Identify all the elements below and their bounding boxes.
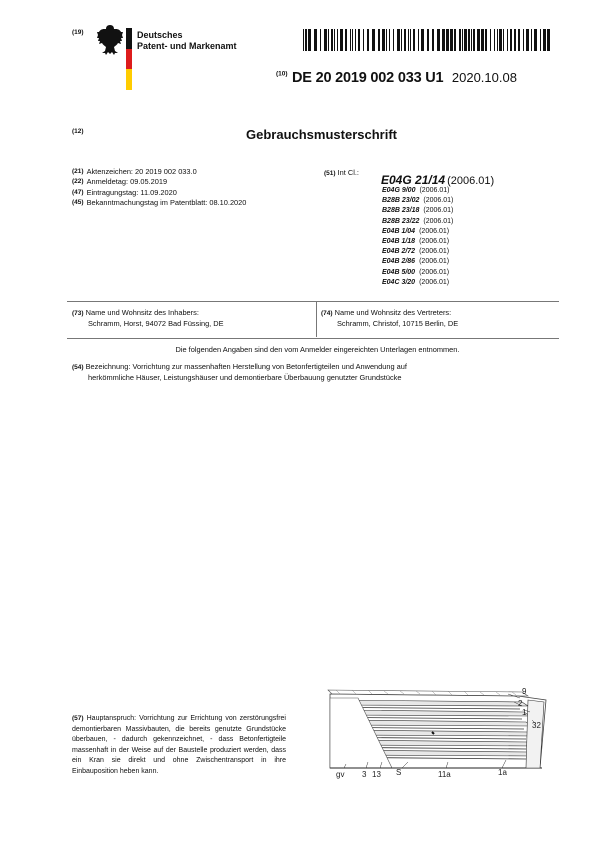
document-number: DE 20 2019 002 033 U1 — [292, 70, 444, 86]
barcode-bar — [523, 29, 524, 51]
drawing-label-13: 13 — [372, 770, 381, 779]
barcode-bar — [386, 29, 387, 51]
barcode-bar — [540, 29, 541, 51]
barcode-bar — [378, 29, 380, 51]
barcode-bar — [305, 29, 307, 51]
field-10: (10) — [276, 70, 288, 78]
barcode-bar — [355, 29, 356, 51]
document-type-title: Gebrauchsmusterschrift — [246, 127, 397, 142]
classification-row: E04B 5/00 (2006.01) — [382, 268, 450, 276]
barcode-bar — [481, 29, 484, 51]
barcode-bar — [497, 29, 498, 51]
publication-date: 2020.10.08 — [451, 70, 517, 85]
biblio-row: (47) Eintragungstag: 11.09.2020 — [72, 187, 177, 197]
office-name: Deutsches Patent- und Markenamt — [137, 30, 237, 51]
barcode-bar — [363, 29, 364, 51]
barcode-bar — [314, 29, 317, 51]
barcode-bar — [358, 29, 360, 51]
barcode-bar — [350, 29, 351, 51]
barcode-bar — [404, 29, 406, 51]
drawing-label-1: 1 — [522, 708, 527, 717]
barcode-bar — [514, 29, 516, 51]
classification-row: E04B 2/86 (2006.01) — [382, 258, 450, 266]
barcode-bar — [459, 29, 461, 51]
barcode-bar — [397, 29, 400, 51]
drawing-label-s: S — [396, 768, 402, 777]
barcode-bar — [389, 29, 390, 51]
barcode-bar — [413, 29, 415, 51]
barcode-bar — [372, 29, 375, 51]
abstract-main-claim: (57) Hauptanspruch: Vorrichtung zur Errichtung von zerstörungsfrei demontierbaren Massivbauten, die bereits genutzte Grundstücke überbauen, - dadurch gekennzeichnet, - dass Betonfertigteile massenhaft in der Weise auf der Baustelle produziert werden, dass ein Kran sie direkt und ohne Zwischentransport in ihre Einbauposition heben kann. — [72, 715, 286, 775]
barcode — [303, 29, 551, 51]
barcode-bar — [408, 29, 409, 51]
barcode-bar — [337, 29, 338, 51]
barcode-bar — [510, 29, 512, 51]
barcode-bar — [473, 29, 475, 51]
drawing-label-gv: gv — [336, 770, 345, 779]
designation: (54) Bezeichnung: Vorrichtung zur massenhaften Herstellung von Betonfertigteilen und Anwendung auf herkömmliche Häuser, Leistungshäuser und demontierbare Überbauung genutzter Grundstücke — [72, 362, 407, 383]
representative-value: Schramm, Christof, 10715 Berlin, DE — [337, 319, 459, 329]
barcode-bar — [328, 29, 329, 51]
drawing-label-32: 32 — [532, 721, 541, 730]
document-number-line — [276, 69, 517, 87]
barcode-bar — [485, 29, 487, 51]
barcode-bar — [340, 29, 343, 51]
barcode-bar — [518, 29, 520, 51]
barcode-bar — [437, 29, 440, 51]
barcode-bar — [531, 29, 532, 51]
barcode-bar — [468, 29, 470, 51]
classification-row: E04G 9/00 (2006.01) — [382, 187, 450, 194]
barcode-bar — [334, 29, 335, 51]
barcode-bar — [393, 29, 394, 51]
barcode-bar — [442, 29, 445, 51]
main-classification: E04G 21/14 (2006.01) — [381, 173, 495, 187]
field-12: (12) — [72, 128, 84, 135]
barcode-bar — [418, 29, 419, 51]
barcode-bar — [382, 29, 385, 51]
barcode-bar — [303, 29, 304, 51]
classification-row: E04B 1/18 (2006.01) — [382, 238, 450, 246]
classification-row: B28B 23/02 (2006.01) — [382, 197, 454, 205]
classification-row: E04B 1/04 (2006.01) — [382, 227, 450, 235]
barcode-bar — [410, 29, 411, 51]
biblio-row: (45) Bekanntmachungstag im Patentblatt: 08.10.2020 — [72, 198, 247, 208]
barcode-bar — [499, 29, 502, 51]
barcode-bar — [454, 29, 456, 51]
field-19: (19) — [72, 29, 84, 36]
barcode-bar — [507, 29, 508, 51]
federal-eagle-icon — [96, 23, 124, 59]
drawing-label-1a: 1a — [498, 768, 507, 777]
barcode-bar — [320, 29, 321, 51]
classification-list — [382, 186, 453, 288]
drawing-label-2: 2 — [518, 699, 523, 708]
barcode-bar — [427, 29, 429, 51]
barcode-bar — [477, 29, 480, 51]
german-flag-stripe — [126, 28, 132, 90]
barcode-bar — [494, 29, 495, 51]
classification-row: B28B 23/22 (2006.01) — [382, 217, 454, 225]
barcode-bar — [526, 29, 529, 51]
drawing-label-9: 9 — [522, 687, 527, 696]
barcode-bar — [401, 29, 402, 51]
barcode-bar — [503, 29, 504, 51]
barcode-bar — [450, 29, 453, 51]
classification-row: E04C 3/20 (2006.01) — [382, 278, 450, 286]
barcode-bar — [432, 29, 434, 51]
applicant-notice: Die folgenden Angaben sind den vom Anmelder eingereichten Unterlagen entnommen. — [175, 345, 460, 354]
technical-drawing — [322, 684, 552, 780]
barcode-bar — [464, 29, 467, 51]
barcode-bar — [331, 29, 333, 51]
biblio-row: (21) Aktenzeichen: 20 2019 002 033.0 — [72, 167, 197, 176]
barcode-bar — [367, 29, 369, 51]
party-divider — [316, 301, 317, 337]
barcode-bar — [462, 29, 463, 51]
barcode-bar — [471, 29, 472, 51]
owner-value: Schramm, Horst, 94072 Bad Füssing, DE — [88, 319, 224, 329]
barcode-bar — [324, 29, 327, 51]
biblio-row: (22) Anmeldetag: 09.05.2019 — [72, 177, 168, 187]
barcode-bar — [352, 29, 353, 51]
bibliographic-data — [72, 167, 246, 209]
int-cl-label: (51) Int Cl.: — [324, 168, 359, 177]
owner-block: (73) Name und Wohnsitz des Inhabers: Schramm, Horst, 94072 Bad Füssing, DE — [72, 308, 224, 329]
barcode-bar — [421, 29, 424, 51]
barcode-bar — [308, 29, 311, 51]
barcode-bar — [490, 29, 491, 51]
representative-block: (74) Name und Wohnsitz des Vertreters: Schramm, Christof, 10715 Berlin, DE — [321, 308, 459, 329]
classification-row: B28B 23/18 (2006.01) — [382, 207, 454, 215]
barcode-bar — [345, 29, 347, 51]
classification-row: E04B 2/72 (2006.01) — [382, 248, 450, 256]
barcode-bar — [534, 29, 537, 51]
barcode-bar — [547, 29, 550, 51]
barcode-bar — [543, 29, 546, 51]
drawing-label-11a: 11a — [438, 770, 451, 779]
barcode-bar — [446, 29, 449, 51]
drawing-label-3: 3 — [362, 770, 367, 779]
